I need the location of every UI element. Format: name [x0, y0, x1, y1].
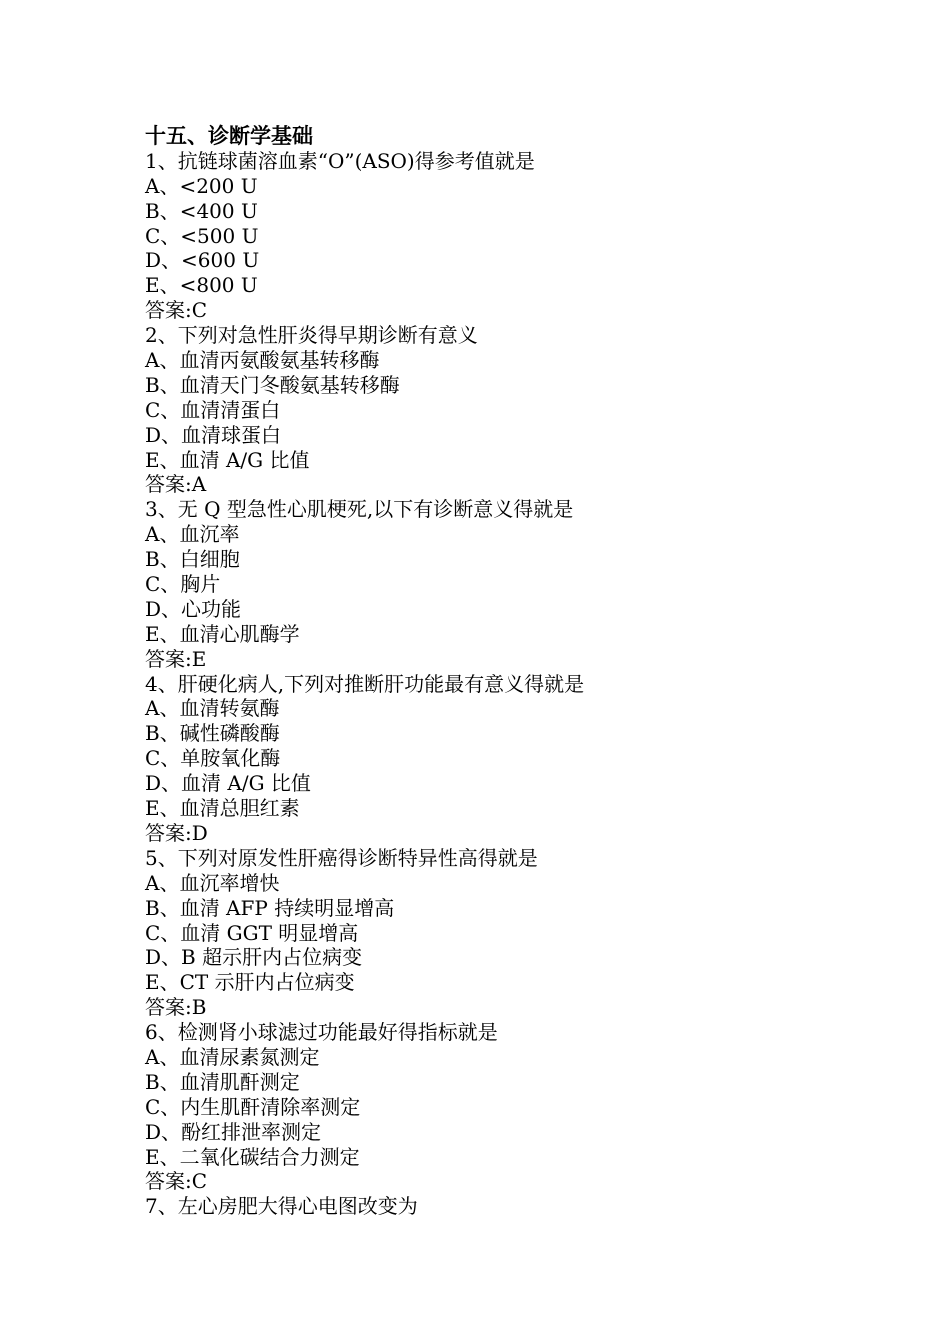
option-a: A、<200 U	[145, 173, 258, 198]
answer-line: 答案:C	[145, 298, 208, 323]
option-a: A、血沉率	[145, 522, 240, 547]
option-d: D、酚红排泄率测定	[145, 1119, 322, 1144]
option-c: C、胸片	[145, 572, 221, 597]
option-a: A、血清尿素氮测定	[145, 1044, 320, 1069]
answer-line: 答案:A	[145, 472, 207, 497]
question-block	[145, 1194, 845, 1219]
option-d: D、<600 U	[145, 248, 260, 273]
option-a: A、血清丙氨酸氨基转移酶	[145, 348, 380, 373]
question-stem: 4、肝硬化病人,下列对推断肝功能最有意义得就是	[145, 671, 585, 696]
question-block	[145, 846, 845, 1020]
question-block	[145, 497, 845, 671]
option-c: C、血清清蛋白	[145, 397, 281, 422]
question-stem: 1、抗链球菌溶血素“O”(ASO)得参考值就是	[145, 148, 535, 173]
option-e: E、血清心肌酶学	[145, 621, 300, 646]
option-c: C、单胺氧化酶	[145, 746, 281, 771]
question-block	[145, 149, 845, 323]
answer-line: 答案:E	[145, 646, 207, 671]
option-b: B、血清肌酐测定	[145, 1069, 300, 1094]
answer-line: 答案:D	[145, 820, 208, 845]
option-d: D、血清 A/G 比值	[145, 771, 311, 796]
section-title: 十五、诊断学基础	[145, 123, 313, 148]
option-d: D、心功能	[145, 596, 242, 621]
question-stem: 5、下列对原发性肝癌得诊断特异性高得就是	[145, 845, 538, 870]
question-stem: 6、检测肾小球滤过功能最好得指标就是	[145, 1020, 498, 1045]
option-d: D、血清球蛋白	[145, 422, 282, 447]
option-b: B、<400 U	[145, 198, 258, 223]
question-stem: 2、下列对急性肝炎得早期诊断有意义	[145, 323, 478, 348]
question-stem: 7、左心房肥大得心电图改变为	[145, 1194, 418, 1219]
option-c: C、血清 GGT 明显增高	[145, 920, 359, 945]
option-e: E、血清 A/G 比值	[145, 447, 310, 472]
option-c: C、内生肌酐清除率测定	[145, 1094, 361, 1119]
option-c: C、<500 U	[145, 223, 259, 248]
answer-line: 答案:B	[145, 995, 207, 1020]
question-stem: 3、无 Q 型急性心肌梗死,以下有诊断意义得就是	[145, 497, 574, 522]
option-a: A、血清转氨酶	[145, 696, 280, 721]
option-e: E、二氧化碳结合力测定	[145, 1144, 360, 1169]
question-block	[145, 1020, 845, 1194]
question-block	[145, 672, 845, 846]
option-b: B、碱性磷酸酶	[145, 721, 280, 746]
option-e: E、血清总胆红素	[145, 796, 300, 821]
option-e: E、<800 U	[145, 273, 258, 298]
option-a: A、血沉率增快	[145, 870, 280, 895]
option-b: B、血清天门冬酸氨基转移酶	[145, 372, 400, 397]
question-block	[145, 323, 845, 497]
option-e: E、CT 示肝内占位病变	[145, 970, 355, 995]
document-body	[145, 124, 845, 1219]
option-d: D、B 超示肝内占位病变	[145, 945, 363, 970]
option-b: B、白细胞	[145, 547, 240, 572]
option-b: B、血清 AFP 持续明显增高	[145, 895, 395, 920]
answer-line: 答案:C	[145, 1169, 208, 1194]
